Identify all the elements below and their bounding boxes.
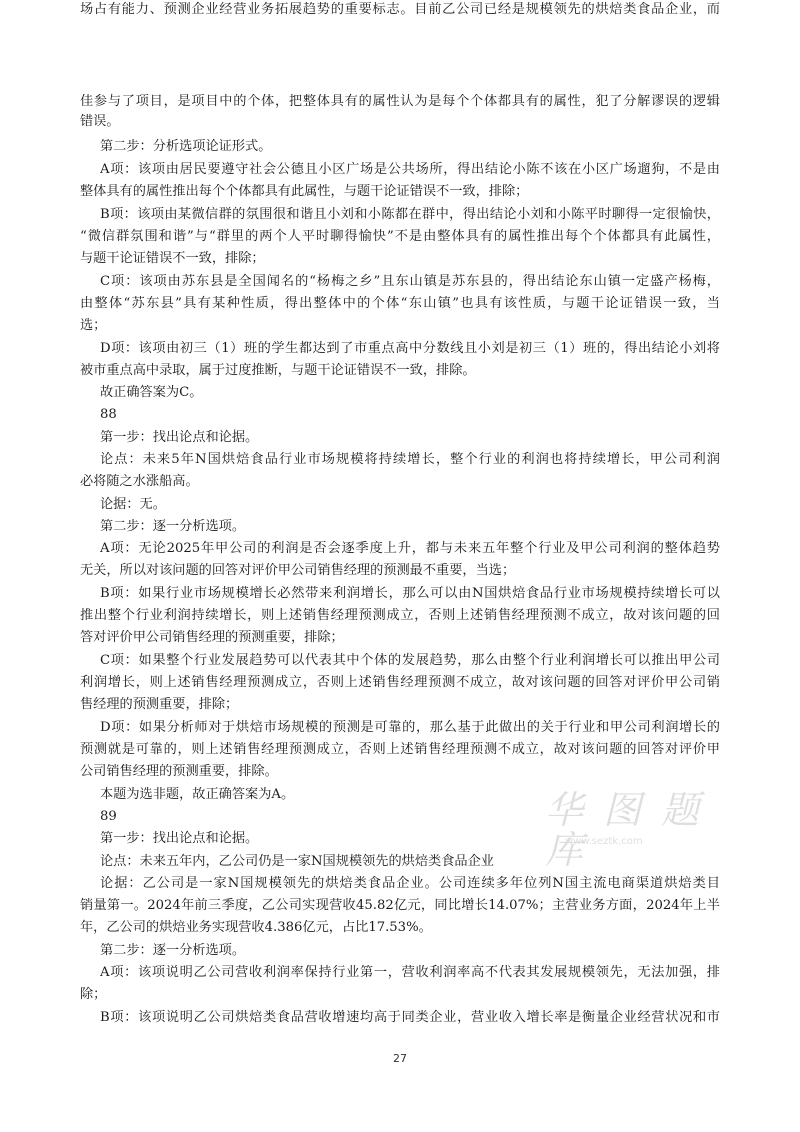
text-line: 预测就是可靠的，则上述销售经理预测成立，否则上述销售经理预测不成立，故对该问题的回答对评价甲 bbox=[80, 742, 720, 757]
text-line: 选； bbox=[80, 318, 107, 333]
text-line: 公司销售经理的预测重要，排除。 bbox=[80, 764, 278, 779]
text-line: 本题为选非题，故正确答案为A。 bbox=[100, 787, 295, 802]
text-line: A项：该项说明乙公司营收利润率保持行业第一，营收利润率高不代表其发展规模领先，无法加强，排 bbox=[100, 965, 720, 980]
text-line: 第二步：逐一分析选项。 bbox=[100, 943, 246, 958]
text-line: 论点：未来5年N国烘焙食品行业市场规模将持续增长，整个行业的利润也将持续增长，甲公司利润 bbox=[100, 452, 720, 467]
text-line: 第一步：找出论点和论据。 bbox=[100, 831, 259, 846]
watermark-site: www.seztk.com bbox=[565, 836, 643, 847]
text-line: 售经理的预测重要，排除； bbox=[80, 697, 239, 712]
watermark-text: 华 图 题 库 bbox=[545, 788, 704, 872]
text-line: 与题干论证错误不一致，排除； bbox=[80, 251, 265, 266]
text-line: 利润增长，则上述销售经理预测成立，否则上述销售经理预测不成立，故对该问题的回答对评价甲公司销 bbox=[80, 675, 720, 690]
text-line: 佳参与了项目，是项目中的个体，把整体具有的属性认为是每个个体都具有的属性，犯了分解谬误的逻辑 bbox=[80, 94, 720, 109]
text-line: 答对评价甲公司销售经理的预测重要，排除； bbox=[80, 630, 344, 645]
text-line: A项：无论2025年甲公司的利润是否会逐季度上升，都与未来五年整个行业及甲公司利润的整体趋势 bbox=[100, 541, 720, 556]
text-line: C项：该项由苏东县是全国闻名的“杨梅之乡”且东山镇是苏东县的，得出结论东山镇一定盛产杨梅， bbox=[100, 274, 720, 289]
text-line: 第二步：逐一分析选项。 bbox=[100, 519, 246, 534]
page-number: 27 bbox=[393, 1052, 407, 1065]
text-line: 整体具有的属性推出每个个体都具有此属性，与题干论证错误不一致，排除； bbox=[80, 184, 529, 199]
text-line: 错误。 bbox=[80, 114, 120, 129]
text-line: 销量第一。2024年前三季度，乙公司实现营收45.82亿元，同比增长14.07%；主营业务方面，2024年上半 bbox=[80, 898, 720, 913]
text-line: 必将随之水涨船高。 bbox=[80, 474, 199, 489]
text-line: D项：该项由初三（1）班的学生都达到了市重点高中分数线且小刘是初三（1）班的，得出结论小刘将 bbox=[100, 341, 720, 356]
text-line: 推出整个行业利润持续增长，则上述销售经理预测成立，否则上述销售经理预测不成立，故对该问题的回 bbox=[80, 608, 720, 623]
text-line: B项：该项说明乙公司烘焙类食品营收增速均高于同类企业，营业收入增长率是衡量企业经营状况和市 bbox=[100, 1010, 720, 1025]
text-line: 故正确答案为C。 bbox=[100, 385, 203, 400]
text-line: 第一步：找出论点和论据。 bbox=[100, 430, 259, 445]
text-line: D项：如果分析师对于烘焙市场规模的预测是可靠的，那么基于此做出的关于行业和甲公司利润增长的 bbox=[100, 720, 720, 735]
text-line: 第二步：分析选项论证形式。 bbox=[100, 139, 272, 154]
text-line: C项：如果整个行业发展趋势可以代表其中个体的发展趋势，那么由整个行业利润增长可以推出甲公司 bbox=[100, 653, 720, 668]
text-line: “微信群氛围和谐”与“群里的两个人平时聊得愉快”不是由整体具有的属性推出每个个体都具有此属性， bbox=[80, 229, 720, 244]
text-line: 论据：乙公司是一家N国规模领先的烘焙类食品企业。公司连续多年位列N国主流电商渠道烘焙类目 bbox=[100, 876, 720, 891]
text-line: A项：该项由居民要遵守社会公德且小区广场是公共场所，得出结论小陈不该在小区广场遛狗，不是由 bbox=[100, 162, 720, 177]
text-line: 除； bbox=[80, 987, 107, 1002]
text-line: 被市重点高中录取，属于过度推断，与题干论证错误不一致，排除。 bbox=[80, 363, 476, 378]
text-line: 论据：无。 bbox=[100, 497, 166, 512]
text-line: 论点：未来五年内，乙公司仍是一家N国规模领先的烘焙类食品企业 bbox=[100, 854, 494, 869]
text-line: B项：如果行业市场规模增长必然带来利润增长，那么可以由N国烘焙食品行业市场规模持续增长可以 bbox=[100, 586, 720, 601]
text-line: 89 bbox=[100, 809, 117, 824]
text-line: 场占有能力、预测企业经营业务拓展趋势的重要标志。目前乙公司已经是规模领先的烘焙类食品企业，而 bbox=[80, 2, 720, 17]
text-line: 无关，所以对该问题的回答对评价甲公司销售经理的预测最不重要，当选； bbox=[80, 563, 516, 578]
text-line: 88 bbox=[100, 407, 117, 422]
text-line: 年，乙公司的烘焙业务实现营收4.386亿元，占比17.53%。 bbox=[80, 920, 432, 935]
text-line: B项：该项由某微信群的氛围很和谐且小刘和小陈都在群中，得出结论小刘和小陈平时聊得一定很愉快， bbox=[100, 207, 720, 222]
text-line: 由整体“苏东县”具有某种性质，得出整体中的个体“东山镇”也具有该性质，与题干论证错误一致，当 bbox=[80, 296, 720, 311]
